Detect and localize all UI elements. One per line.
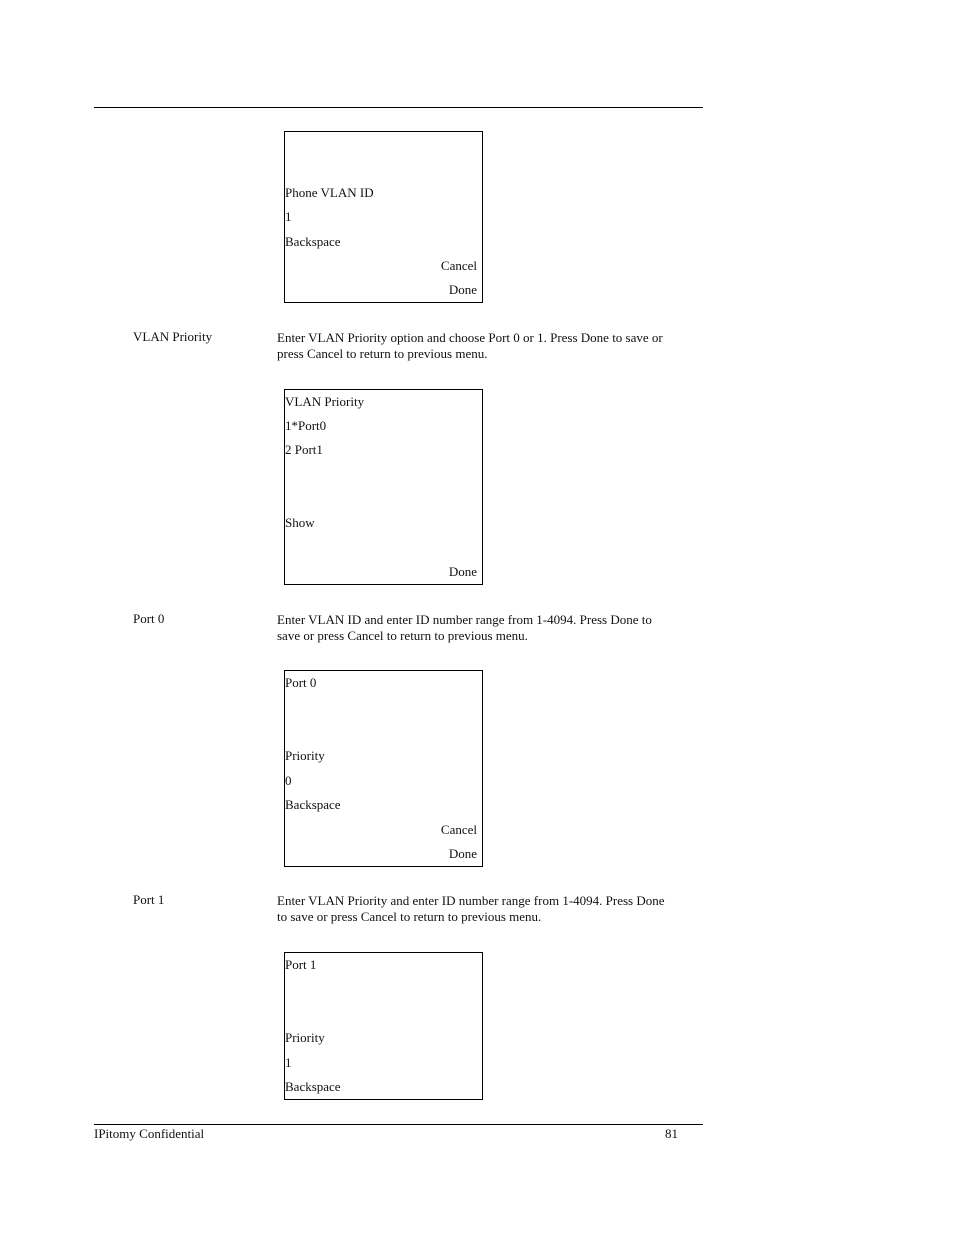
vlan-priority-screen <box>284 389 483 585</box>
vlan-priority-label: VLAN Priority <box>133 329 213 344</box>
cancel-softkey[interactable]: Cancel <box>440 258 477 273</box>
port1-screen <box>284 952 483 1100</box>
backspace-softkey[interactable]: Backspace <box>285 234 341 249</box>
priority-value: 0 <box>285 773 292 788</box>
menu-item-port1[interactable]: 2 Port1 <box>285 442 323 457</box>
port1-label: Port 1 <box>133 892 165 907</box>
show-softkey[interactable]: Show <box>285 515 315 530</box>
priority-value: 1 <box>285 1055 292 1070</box>
done-softkey[interactable]: Done <box>448 846 477 861</box>
priority-field-label: Priority <box>285 748 325 763</box>
footer-rule <box>94 1124 703 1125</box>
menu-item-port0[interactable]: 1*Port0 <box>285 418 327 433</box>
footer-confidential: IPitomy Confidential <box>94 1126 205 1141</box>
screen-title: Port 0 <box>285 675 317 690</box>
screen-value: 1 <box>285 209 292 224</box>
port0-description: Enter VLAN ID and enter ID number range from 1-4094. Press Done to save or press Cancel to return to previous menu. <box>277 612 652 643</box>
page-number: 81 <box>665 1126 678 1141</box>
port0-screen <box>284 670 483 867</box>
done-softkey[interactable]: Done <box>448 282 477 297</box>
done-softkey[interactable]: Done <box>448 564 477 579</box>
backspace-softkey[interactable]: Backspace <box>285 1079 341 1094</box>
screen-title: Phone VLAN ID <box>285 185 374 200</box>
cancel-softkey[interactable]: Cancel <box>440 822 477 837</box>
port1-description: Enter VLAN Priority and enter ID number range from 1-4094. Press Done to save or press Cancel to return to previous menu. <box>277 893 665 924</box>
phone-vlan-id-screen <box>284 131 483 303</box>
screen-title: Port 1 <box>285 957 317 972</box>
priority-field-label: Priority <box>285 1030 325 1045</box>
screen-title: VLAN Priority <box>285 394 365 409</box>
vlan-priority-description: Enter VLAN Priority option and choose Port 0 or 1. Press Done to save or press Cancel to return to previous menu. <box>277 330 663 361</box>
port0-label: Port 0 <box>133 611 165 626</box>
backspace-softkey[interactable]: Backspace <box>285 797 341 812</box>
header-rule <box>94 107 703 108</box>
